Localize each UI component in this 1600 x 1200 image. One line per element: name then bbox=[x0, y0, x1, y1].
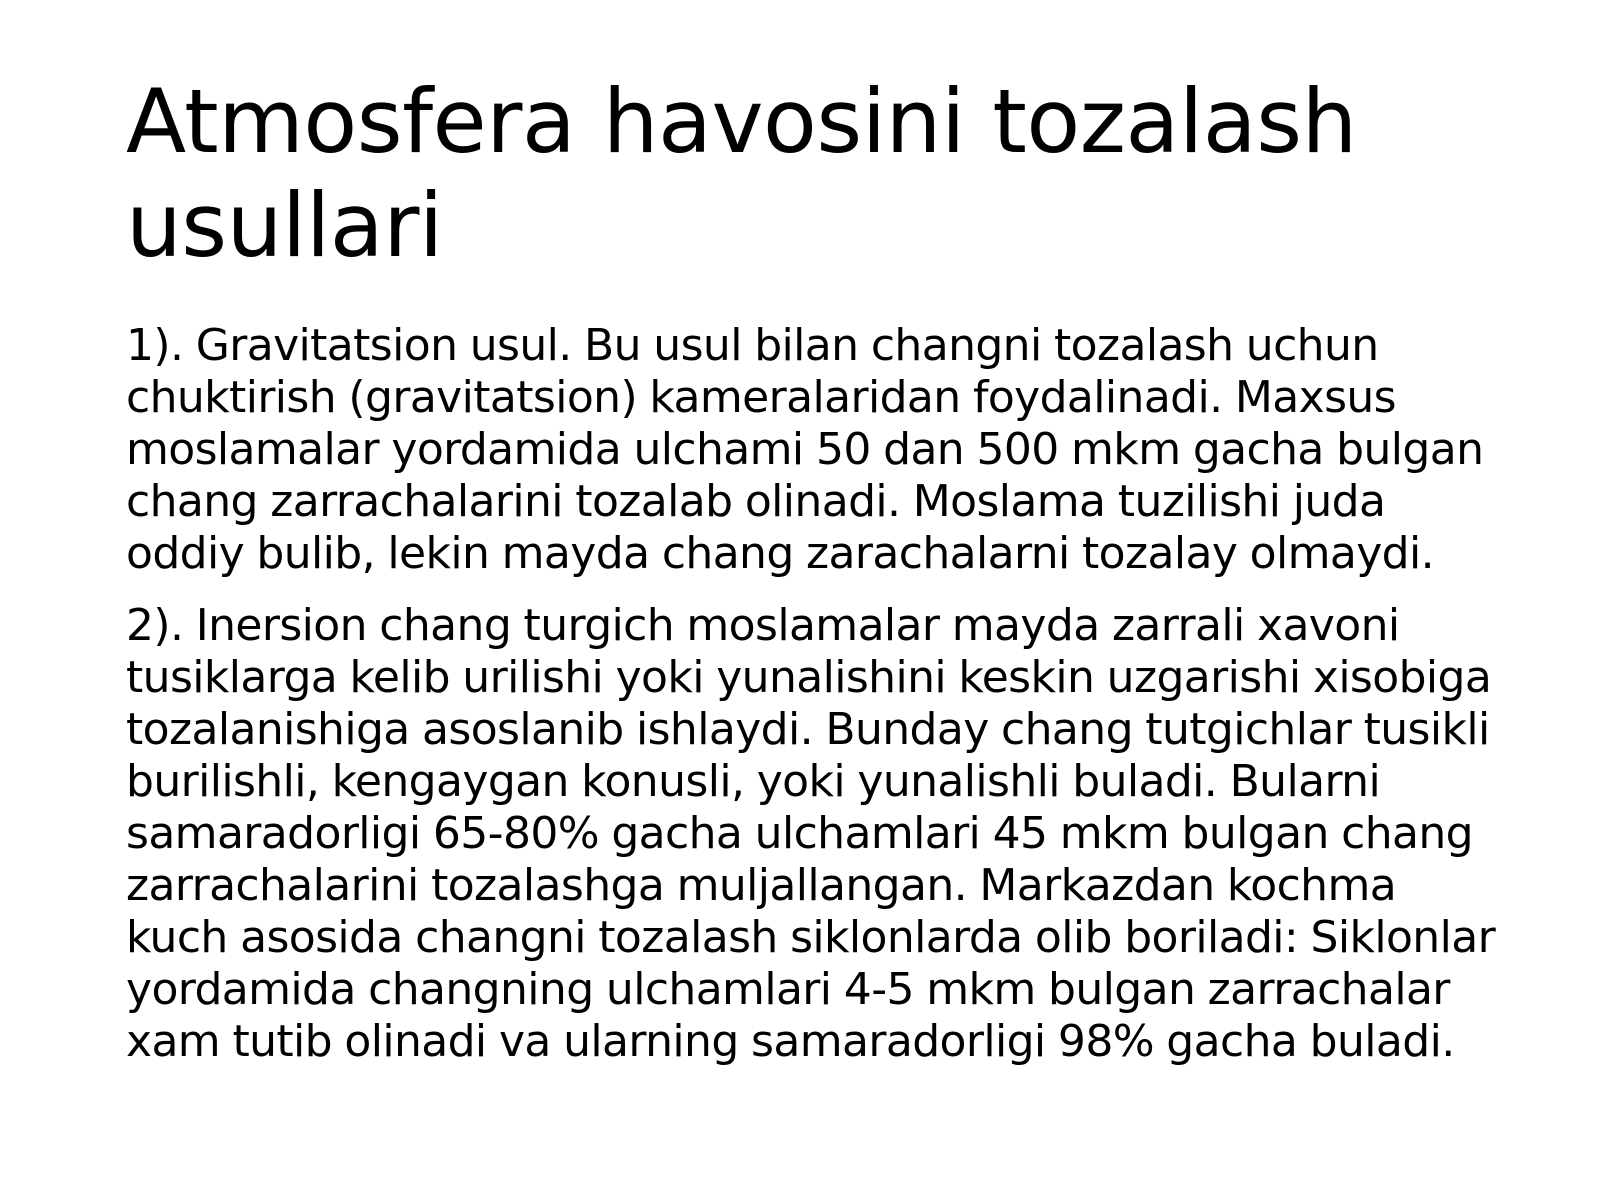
paragraph-inertial-method: 2). Inersion chang turgich moslamalar mayda zarrali xavoni tusiklarga kelib urilishi yoki yunalishini keskin uzgarishi xisobiga tozalanishiga asoslanib ishlaydi. Bunday chang tutgichlar tusikli burilishli, kengaygan konusli, yoki yunalishli buladi. Bularni samaradorligi 65-80% gacha ulchamlari 45 mkm bulgan chang zarrachalarini tozalashga muljallangan. Markazdan kochma kuch asosida changni tozalash siklonlarda olib boriladi: Siklonlar yordamida changning ulchamlari 4-5 mkm bulgan zarrachalar xam tutib olinadi va ularning samaradorligi 98% gacha buladi. bbox=[126, 600, 1496, 1067]
paragraph-gravitational-method: 1). Gravitatsion usul. Bu usul bilan changni tozalash uchun chuktirish (gravitatsion) kameralaridan foydalinadi. Maxsus moslamalar yordamida ulchami 50 dan 500 mkm gacha bulgan chang zarrachalarini tozalab olinadi. Moslama tuzilishi juda oddiy bulib, lekin mayda chang zarachalarni tozalay olmaydi. bbox=[126, 320, 1484, 579]
slide-title: Atmosfera havosini tozalash usullari bbox=[126, 70, 1357, 277]
slide-body bbox=[126, 320, 1506, 1088]
